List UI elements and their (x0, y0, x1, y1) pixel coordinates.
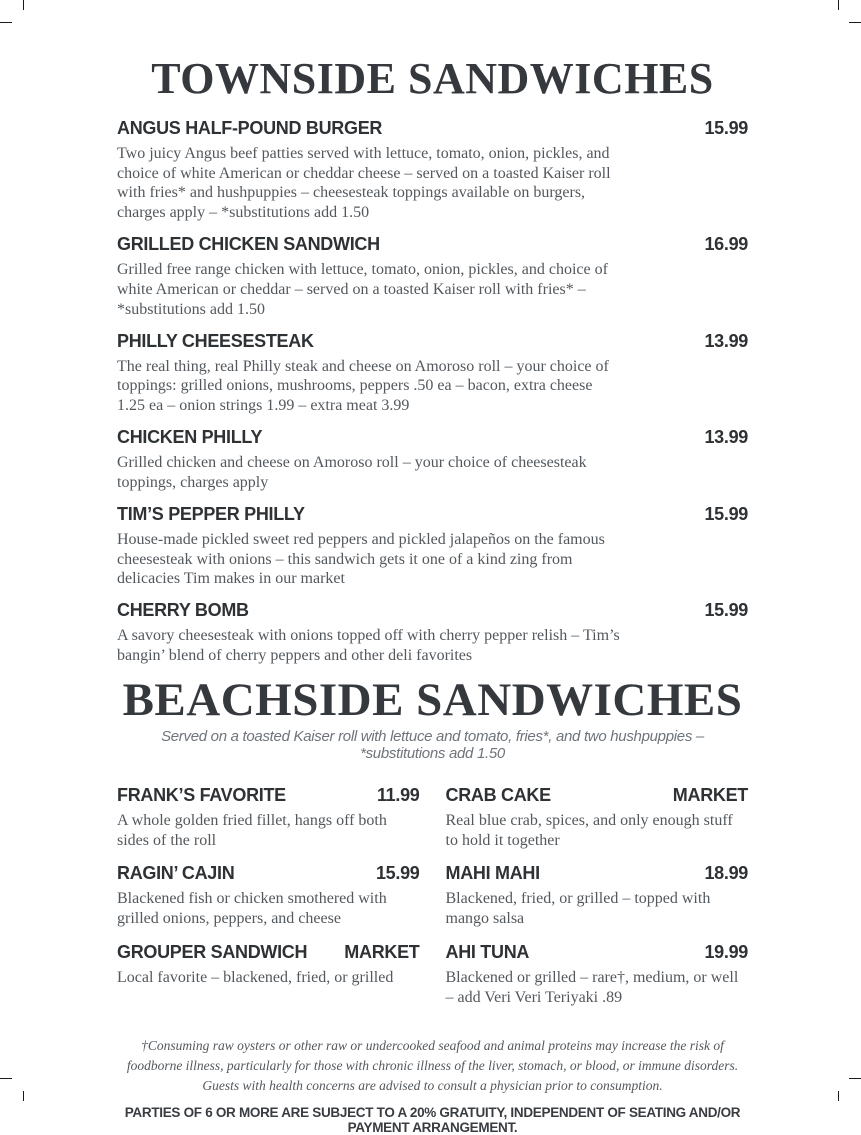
crop-mark (849, 22, 861, 23)
menu-item-chicken-philly (117, 426, 748, 493)
item-name: GROUPER SANDWICH (117, 942, 308, 963)
menu-item-ahi-tuna (446, 941, 749, 1008)
menu-item-philly-cheesesteak (117, 330, 748, 416)
menu-item-grilled-chicken (117, 233, 748, 319)
item-description: Two juicy Angus beef patties served with lettuce, tomato, onion, pickles, and choice of white American or cheddar cheese – served on a toasted Kaiser roll with fries* and hushpuppies – cheesesteak toppings available on burgers, charges apply – *substitutions add 1.50 (117, 144, 611, 222)
item-price: 13.99 (704, 427, 748, 448)
item-name: GRILLED CHICKEN SANDWICH (117, 234, 380, 255)
menu-item-mahi-mahi (446, 862, 749, 929)
section-townside-sandwiches (117, 56, 748, 666)
item-name: AHI TUNA (445, 942, 530, 963)
item-price: 15.99 (375, 863, 420, 884)
item-header (446, 862, 749, 884)
crop-mark (0, 22, 12, 23)
item-header (117, 233, 748, 255)
item-description: A whole golden fried fillet, hangs off both sides of the roll (117, 811, 387, 849)
item-name: CHICKEN PHILLY (117, 427, 263, 448)
item-header (117, 784, 420, 806)
item-price: 18.99 (704, 863, 748, 884)
menu-footer (117, 1036, 748, 1135)
item-header (446, 784, 749, 806)
item-description: A savory cheesesteak with onions topped off with cherry pepper relish – Tim’s bangin’ blend of cherry peppers and other deli favorites (117, 627, 620, 664)
item-description: Local favorite – blackened, fried, or grilled (117, 969, 394, 987)
item-header (117, 426, 748, 448)
item-header (117, 503, 748, 525)
item-price: MARKET (344, 942, 420, 963)
item-header (117, 862, 420, 884)
item-header (446, 941, 749, 963)
item-price: 15.99 (704, 117, 748, 138)
crop-mark (838, 1091, 839, 1101)
item-name: ANGUS HALF-POUND BURGER (117, 117, 383, 138)
item-name: CRAB CAKE (445, 784, 551, 805)
menu-item-tims-pepper-philly (117, 503, 748, 589)
item-description: Blackened, fried, or grilled – topped with mango salsa (445, 890, 711, 928)
item-name: MAHI MAHI (445, 863, 540, 884)
item-price: 16.99 (704, 234, 748, 255)
crop-mark (0, 1078, 12, 1079)
menu-item-angus-burger (117, 117, 748, 223)
menu-item-crab-cake (446, 784, 749, 851)
item-description: Blackened or grilled – rare†, medium, or well – add Veri Veri Teriyaki .89 (445, 969, 739, 1006)
section-subtitle: Served on a toasted Kaiser roll with lettuce and tomato, fries*, and two hushpuppies – *substitutions add 1.50 (161, 727, 704, 762)
section-title: TOWNSIDE SANDWICHES (151, 54, 714, 103)
crop-mark (838, 0, 839, 10)
crop-mark (849, 1078, 861, 1079)
item-header (117, 941, 420, 963)
item-header (117, 599, 748, 621)
menu-item-grouper-sandwich (117, 941, 420, 1008)
item-description: Grilled free range chicken with lettuce, tomato, onion, pickles, and choice of white American or cheddar – served on a toasted Kaiser roll with fries* – *substitutions add 1.50 (117, 261, 608, 318)
item-price: 15.99 (704, 503, 748, 524)
item-header (117, 117, 748, 139)
item-header (117, 330, 748, 352)
section-title: BEACHSIDE SANDWICHES (122, 673, 743, 726)
item-price: 13.99 (704, 330, 748, 351)
menu-item-franks-favorite (117, 784, 420, 851)
gratuity-notice: PARTIES OF 6 OR MORE ARE SUBJECT TO A 20% GRATUITY, INDEPENDENT OF SEATING AND/OR PAYMENT ARRANGEMENT. (124, 1105, 741, 1135)
item-price: 19.99 (704, 942, 748, 963)
item-description: Grilled chicken and cheese on Amoroso roll – your choice of cheesesteak toppings, charges apply (117, 454, 587, 491)
crop-mark (23, 1091, 24, 1101)
item-price: 11.99 (376, 784, 420, 805)
item-price: MARKET (672, 784, 748, 805)
item-description: Real blue crab, spices, and only enough stuff to hold it together (445, 811, 733, 849)
menu-item-cherry-bomb (117, 599, 748, 666)
item-description: Blackened fish or chicken smothered with grilled onions, peppers, and cheese (117, 890, 387, 928)
section-beachside-sandwiches (117, 673, 748, 1020)
item-name: FRANK’S FAVORITE (117, 784, 286, 805)
consumption-warning-footnote: †Consuming raw oysters or other raw or undercooked seafood and animal proteins may increase the risk of foodborne illness, particularly for those with chronic illness of the liver, stomach, or blood, or immune disorders. Guests with health concerns are advised to consult a physician prior to consumption. (126, 1037, 739, 1094)
item-price: 15.99 (704, 600, 748, 621)
menu-item-ragin-cajin (117, 862, 420, 929)
item-name: RAGIN’ CAJIN (117, 863, 235, 884)
item-name: PHILLY CHEESESTEAK (117, 330, 314, 351)
crop-mark (23, 0, 24, 10)
item-name: TIM’S PEPPER PHILLY (117, 503, 305, 524)
beachside-items-grid (117, 784, 748, 1020)
item-name: CHERRY BOMB (117, 600, 249, 621)
item-description: House-made pickled sweet red peppers and pickled jalapeños on the famous cheesesteak with onions – this sandwich gets it one of a kind zing from delicacies Tim makes in our market (117, 530, 605, 588)
item-description: The real thing, real Philly steak and cheese on Amoroso roll – your choice of toppings: grilled onions, mushrooms, peppers .50 ea – bacon, extra cheese 1.25 ea – onion strings 1.99 – extra meat 3.99 (117, 357, 609, 415)
